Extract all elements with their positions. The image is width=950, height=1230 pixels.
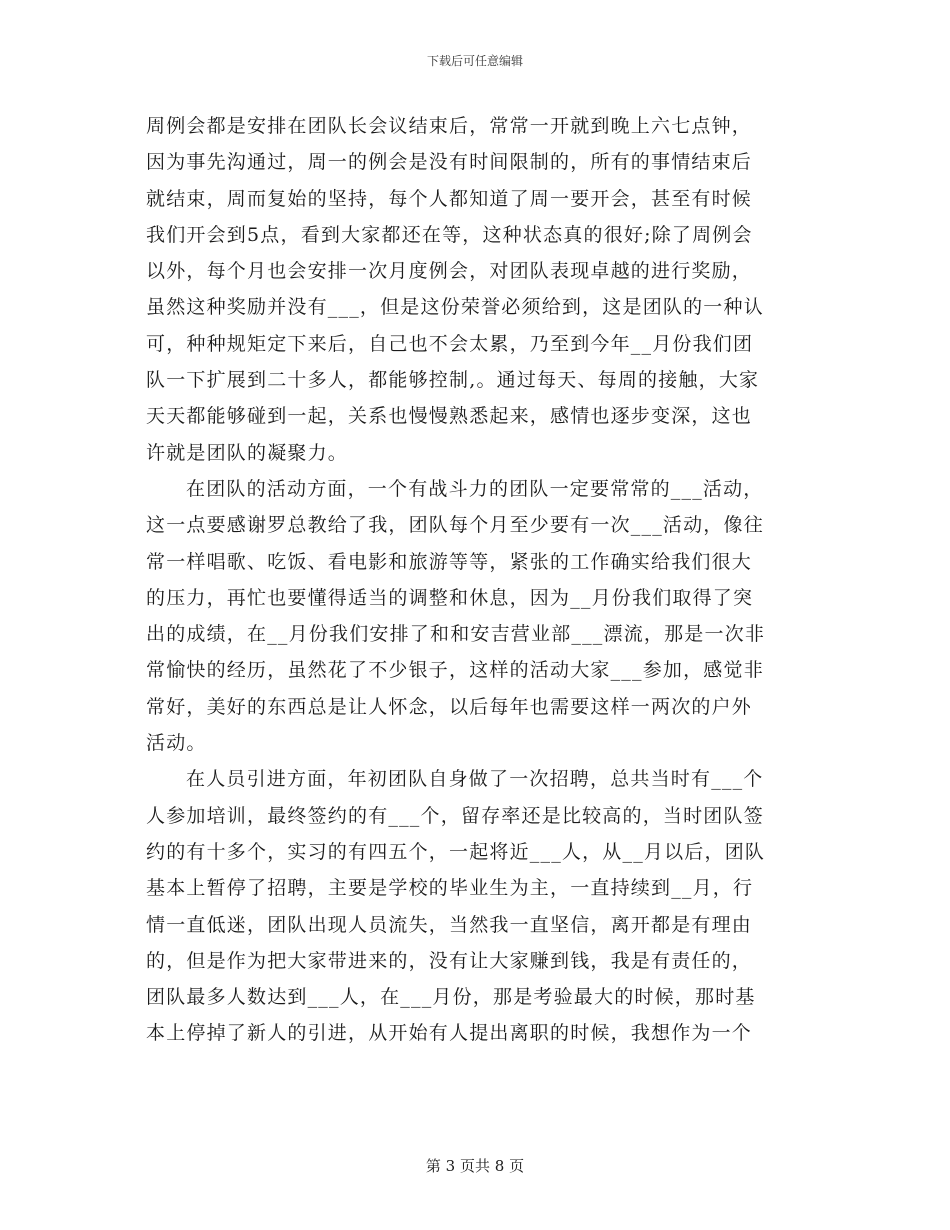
page-number: 第 3 页共 8 页	[425, 1157, 525, 1175]
text-line: 可，种种规矩定下来后，自己也不会太累，乃至到今年__月份我们团	[146, 332, 754, 355]
document-body	[146, 108, 806, 1052]
text-line: 我们开会到5点，看到大家都还在等，这种状态真的很好;除了周例会	[146, 223, 753, 246]
text-line: 人参加培训，最终签约的有___个，留存率还是比较高的，当时团队签	[146, 804, 764, 827]
text-line: 队一下扩展到二十多人，都能够控制,。通过每天、每周的接触，大家	[146, 369, 760, 392]
text-line: 虽然这种奖励并没有___，但是这份荣誉必须给到，这是团队的一种认	[146, 296, 764, 319]
text-line: 活动。	[146, 732, 207, 755]
text-line: 约的有十多个，实习的有四五个，一起将近___人，从__月以后，团队	[146, 840, 766, 863]
paragraph-first-line: 在人员引进方面，年初团队自身做了一次招聘，总共当时有___个	[186, 768, 764, 791]
text-line: 就结束，周而复始的坚持，每个人都知道了周一要开会，甚至有时候	[146, 187, 753, 210]
text-line: 这一点要感谢罗总教给了我，团队每个月至少要有一次___活动，像往	[146, 514, 764, 537]
text-line: 的，但是作为把大家带进来的，没有让大家赚到钱，我是有责任的，	[146, 949, 753, 972]
text-line: 情一直低迷，团队出现人员流失，当然我一直坚信，离开都是有理由	[146, 913, 753, 936]
text-line: 天天都能够碰到一起，关系也慢慢熟悉起来，感情也逐步变深，这也	[146, 405, 753, 428]
page-header: 下载后可任意编辑	[426, 54, 523, 68]
text-line: 常一样唱歌、吃饭、看电影和旅游等等，紧张的工作确实给我们很大	[146, 550, 753, 573]
text-line: 周例会都是安排在团队长会议结束后，常常一开就到晚上六七点钟，	[146, 115, 753, 137]
text-line: 本上停掉了新人的引进，从开始有人提出离职的时候，我想作为一个	[146, 1022, 753, 1045]
paragraph-first-line: 在团队的活动方面，一个有战斗力的团队一定要常常的___活动，	[186, 477, 764, 500]
text-line: 以外，每个月也会安排一次月度例会，对团队表现卓越的进行奖励，	[146, 260, 753, 283]
text-line: 因为事先沟通过，周一的例会是没有时间限制的，所有的事情结束后	[146, 151, 753, 174]
text-line: 许就是团队的凝聚力。	[146, 441, 349, 464]
text-line: 常愉快的经历，虽然花了不少银子，这样的活动大家___参加，感觉非	[146, 659, 764, 682]
text-line: 的压力，再忙也要懂得适当的调整和休息，因为__月份我们取得了突	[146, 586, 754, 609]
text-line: 出的成绩，在__月份我们安排了和和安吉营业部___漂流，那是一次非	[146, 623, 766, 646]
text-line: 团队最多人数达到___人，在___月份，那是考验最大的时候，那时基	[146, 986, 756, 1009]
text-line: 基本上暂停了招聘，主要是学校的毕业生为主，一直持续到__月，行	[146, 877, 754, 900]
text-line: 常好，美好的东西总是让人怀念，以后每年也需要这样一两次的户外	[146, 695, 753, 718]
